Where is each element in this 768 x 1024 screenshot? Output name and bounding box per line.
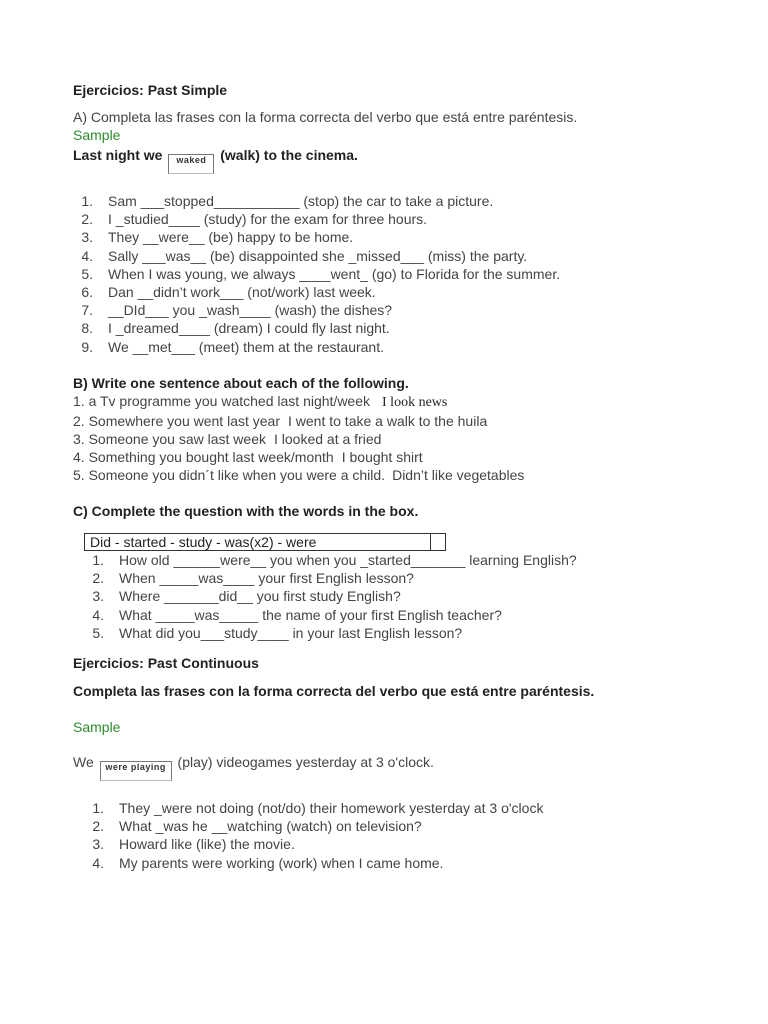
pc-exercise-item (73, 817, 713, 835)
exercise-item-text: __DId___ you _wash____ (wash) the dishes? (108, 302, 393, 319)
past-continuous-list (73, 799, 713, 872)
sentence-prompt: 2. Somewhere you went last year (73, 412, 280, 429)
pc-exercise-item-number: 4. (92, 854, 104, 871)
question-item-number: 1. (92, 552, 104, 568)
sentence-answer: I bought shirt (341, 448, 423, 465)
sample-before: Last night we (73, 147, 163, 163)
pc-exercise-item-number: 1. (92, 800, 104, 816)
pc-exercise-item-text: Howard like (like) the movie. (119, 836, 295, 853)
pc-exercise-item-text: What _was he __watching (watch) on television? (119, 818, 422, 835)
section-b-instruction: B) Write one sentence about each of the following. (73, 374, 409, 391)
exercise-item-number: 2. (81, 211, 93, 228)
past-simple-title: Ejercicios: Past Simple (73, 82, 228, 98)
question-item-text: What did you___study____ in your last English lesson? (119, 624, 463, 641)
section-a-instruction: A) Completa las frases con la forma correcta del verbo que está entre paréntesis. (73, 109, 578, 125)
exercise-item-number: 4. (81, 247, 93, 264)
past-continuous-title: Ejercicios: Past Continuous (73, 655, 259, 671)
sentence-answer: Didn’t like vegetables (392, 466, 525, 483)
exercise-item (73, 283, 713, 301)
pc-sample-answer: were playing (105, 762, 166, 772)
sentence-item (73, 412, 713, 430)
sentence-prompt: 5. Someone you didn´t like when you were a child. (73, 466, 386, 483)
sentence-item (73, 448, 713, 466)
question-item (73, 624, 577, 642)
section-b-list (73, 392, 713, 484)
question-item-number: 5. (92, 624, 104, 641)
exercise-item-text: They __were__ (be) happy to be home. (108, 229, 354, 246)
question-item-text: What _____was_____ the name of your first English teacher? (119, 606, 502, 623)
sample-label: Sample (73, 127, 121, 143)
pc-exercise-item (73, 799, 713, 817)
exercise-item-text: Dan __didn’t work___ (not/work) last week. (108, 284, 376, 301)
pc-exercise-item-number: 2. (92, 818, 104, 835)
sentence-prompt: 1. a Tv programme you watched last night/week (73, 392, 371, 409)
word-box-divider (430, 534, 431, 550)
pc-exercise-item (73, 854, 713, 872)
pc-exercise-item-text: My parents were working (work) when I came home. (119, 854, 444, 871)
exercise-item (73, 301, 713, 319)
word-box-text: Did - started - study - was(x2) - were (90, 534, 317, 550)
exercise-item (73, 228, 713, 246)
exercise-item-text: Sally ___was__ (be) disappointed she _missed___ (miss) the party. (108, 247, 528, 264)
exercise-item-text: I _studied____ (study) for the exam for three hours. (108, 211, 428, 228)
pc-sample-before: We (73, 754, 94, 770)
exercise-item-text: I _dreamed____ (dream) I could fly last night. (108, 320, 390, 337)
question-item-text: When _____was____ your first English lesson? (119, 570, 414, 587)
section-c-list (73, 551, 577, 642)
exercise-item-number: 1. (81, 193, 93, 209)
exercise-item-number: 5. (81, 265, 93, 282)
sentence-item (73, 392, 713, 412)
pc-exercise-item-text: They _were not doing (not/do) their homework yesterday at 3 o'clock (119, 800, 544, 816)
question-item-number: 3. (92, 588, 104, 605)
exercise-item-number: 3. (81, 229, 93, 246)
exercise-item-number: 6. (81, 284, 93, 301)
exercise-item-number: 9. (81, 338, 93, 355)
exercise-item (73, 319, 713, 337)
question-item (73, 587, 577, 605)
exercise-item-number: 7. (81, 302, 93, 319)
pc-sample-after: (play) videogames yesterday at 3 o'clock. (177, 754, 434, 770)
exercise-item (73, 338, 713, 356)
pc-exercise-item (73, 835, 713, 853)
sentence-item (73, 466, 713, 484)
question-item-number: 2. (92, 570, 104, 587)
sentence-prompt: 3. Someone you saw last week (73, 430, 266, 447)
pc-sample-sentence (73, 753, 713, 781)
question-item-number: 4. (92, 606, 104, 623)
word-box (84, 533, 446, 551)
exercise-item-text: We __met___ (meet) them at the restaurant. (108, 338, 384, 355)
past-continuous-instruction: Completa las frases con la forma correcta del verbo que está entre paréntesis. (73, 683, 595, 699)
sentence-answer: I looked at a fried (274, 430, 382, 447)
question-item-text: Where _______did__ you first study English? (119, 588, 401, 605)
section-c-instruction: C) Complete the question with the words in the box. (73, 502, 419, 519)
sample-after: (walk) to the cinema. (220, 147, 358, 163)
sample-sentence (73, 146, 713, 174)
exercise-item (73, 247, 713, 265)
question-item (73, 551, 577, 569)
sentence-item (73, 430, 713, 448)
exercise-item-text: When I was young, we always ____went_ (go) to Florida for the summer. (108, 265, 561, 282)
sentence-answer: I look news (382, 394, 448, 410)
section-a-list (73, 192, 713, 356)
question-item (73, 606, 577, 624)
exercise-item-text: Sam ___stopped___________ (stop) the car to take a picture. (108, 193, 494, 209)
pc-sample-answer-field[interactable] (100, 761, 172, 781)
question-item-text: How old ______were__ you when you _started_______ learning English? (119, 552, 577, 568)
exercise-item (73, 192, 713, 210)
sample-answer-field[interactable] (168, 154, 214, 174)
question-item (73, 569, 577, 587)
exercise-item-number: 8. (81, 320, 93, 337)
exercise-item (73, 265, 713, 283)
sentence-answer: I went to take a walk to the huila (288, 412, 488, 429)
sample-answer: waked (176, 155, 207, 165)
pc-exercise-item-number: 3. (92, 836, 104, 853)
sentence-prompt: 4. Something you bought last week/month (73, 448, 334, 465)
exercise-item (73, 210, 713, 228)
pc-sample-label: Sample (73, 719, 121, 735)
